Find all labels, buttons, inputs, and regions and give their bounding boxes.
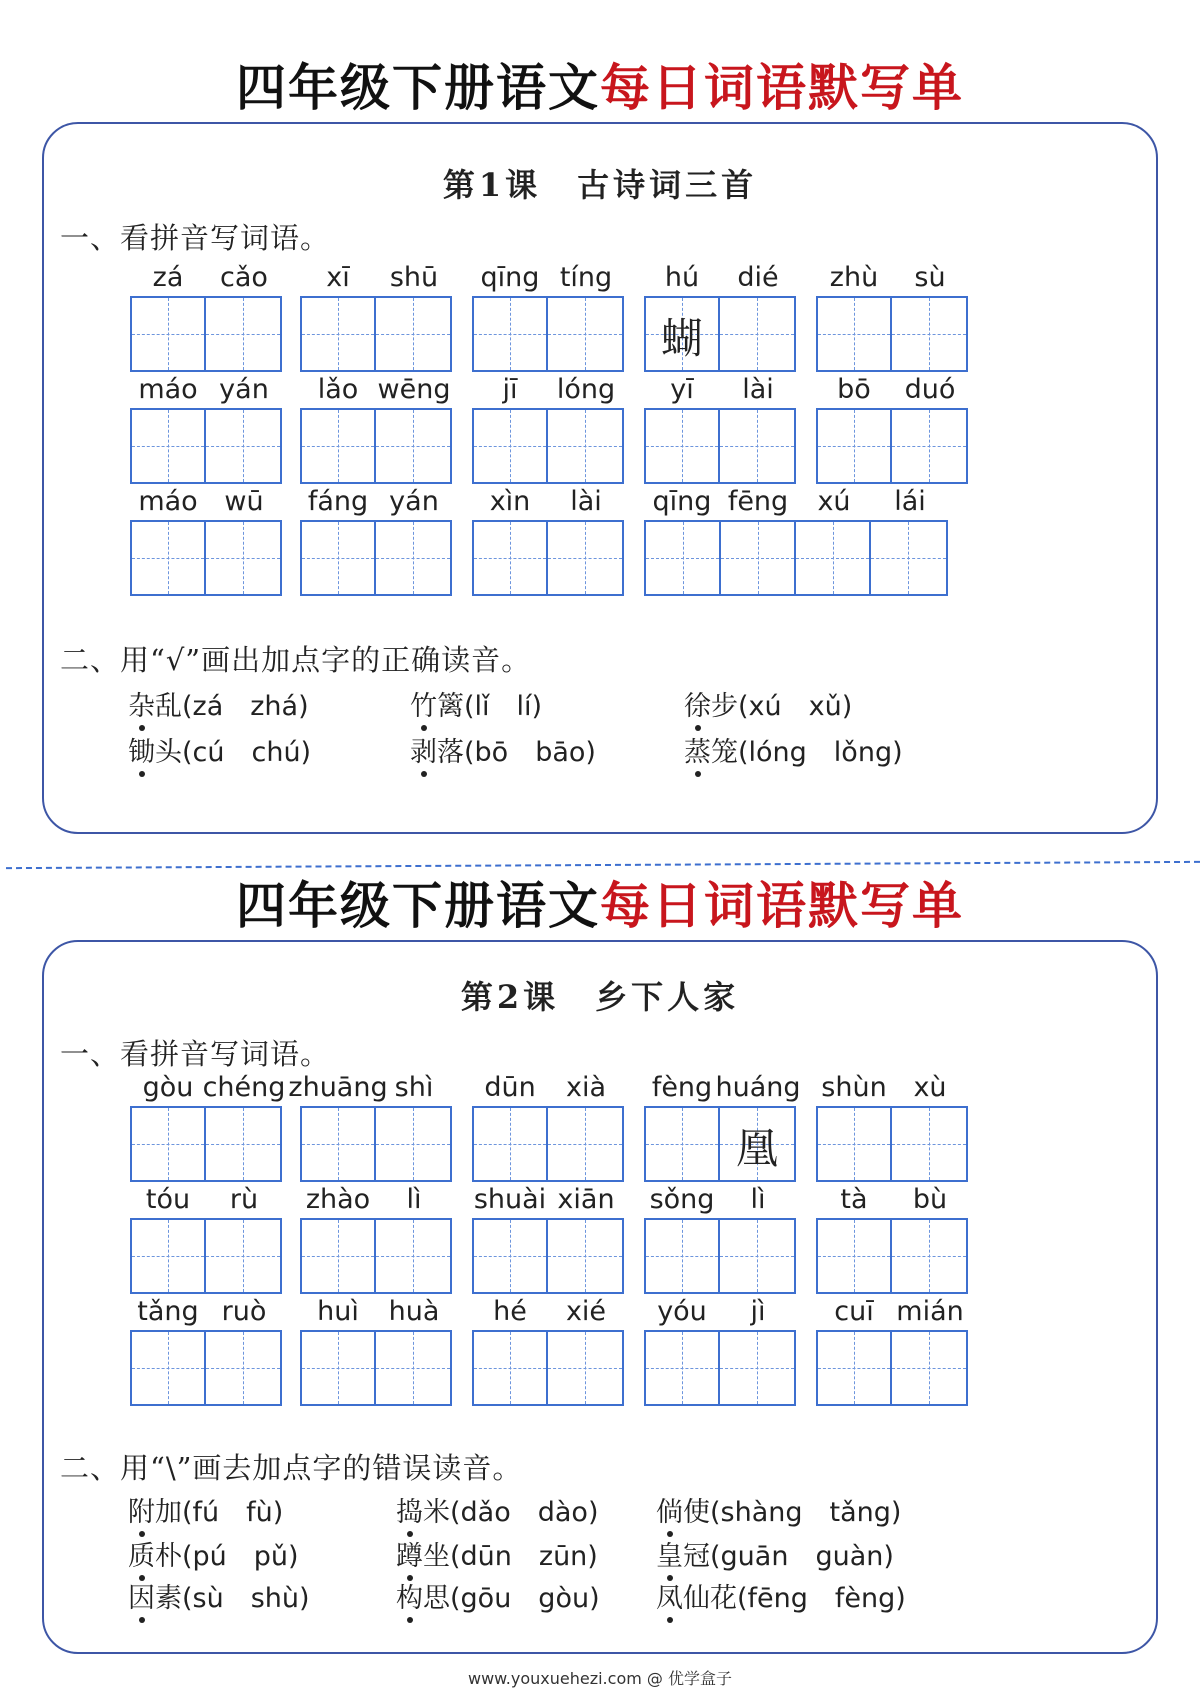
pinyin-syllable: huì — [317, 1296, 359, 1327]
pinyin-syllable: xù — [913, 1072, 947, 1103]
reading-item — [684, 730, 903, 769]
footer-credit: www.youxuehezi.com @ 优学盒子 — [468, 1669, 732, 1688]
writing-cell[interactable] — [796, 522, 871, 594]
pinyin-word — [644, 486, 948, 598]
pinyin-syllable: fèng — [651, 1072, 713, 1103]
reading-options[interactable]: (bō bāo) — [464, 737, 596, 768]
writing-grid[interactable] — [644, 1218, 796, 1294]
pinyin-label — [472, 1072, 624, 1104]
writing-cell[interactable] — [548, 1108, 622, 1180]
pinyin-word — [300, 262, 452, 374]
writing-cell[interactable] — [376, 1108, 450, 1180]
writing-grid[interactable] — [644, 296, 796, 372]
pinyin-word — [472, 486, 624, 598]
writing-cell[interactable] — [132, 410, 206, 482]
pinyin-syllable: zhào — [305, 1184, 371, 1215]
pinyin-syllable: shuài — [473, 1184, 547, 1215]
writing-cell[interactable] — [892, 298, 966, 370]
pinyin-syllable: tíng — [559, 262, 613, 293]
pinyin-syllable: yóu — [657, 1296, 707, 1327]
writing-cell[interactable] — [376, 298, 450, 370]
emphasis-dot — [667, 1617, 673, 1623]
writing-cell[interactable] — [892, 1332, 966, 1404]
writing-cell[interactable] — [548, 298, 622, 370]
pinyin-syllable: qīng — [480, 262, 540, 293]
writing-cell[interactable] — [721, 522, 796, 594]
writing-cell[interactable] — [720, 298, 794, 370]
pinyin-label — [816, 374, 968, 406]
writing-cell[interactable] — [646, 522, 721, 594]
writing-grid[interactable] — [300, 1218, 452, 1294]
pinyin-label — [472, 1184, 624, 1216]
writing-grid[interactable] — [644, 1106, 796, 1182]
pinyin-syllable: hú — [664, 262, 700, 293]
pinyin-syllable: lóng — [556, 374, 616, 405]
reading-word: 杂乱 — [128, 691, 182, 722]
reading-word: 倘使 — [656, 1497, 710, 1528]
writing-cell[interactable] — [132, 1108, 206, 1180]
emphasis-dot — [139, 1617, 145, 1623]
writing-cell[interactable] — [818, 298, 892, 370]
reading-item — [396, 1576, 600, 1615]
pinyin-label — [288, 1072, 452, 1104]
pinyin-syllable: dūn — [484, 1072, 536, 1103]
writing-cell[interactable] — [818, 1220, 892, 1292]
writing-cell[interactable] — [132, 1332, 206, 1404]
pinyin-label — [130, 1184, 282, 1216]
reading-word: 剥落 — [410, 737, 464, 768]
writing-cell[interactable] — [818, 410, 892, 482]
writing-grid[interactable] — [644, 408, 796, 484]
pinyin-label — [472, 1296, 624, 1328]
section-title-reading: 二、用“√”画出加点字的正确读音。 — [60, 643, 532, 677]
sheet1-title — [0, 58, 1200, 118]
pinyin-label — [644, 1184, 796, 1216]
writing-cell[interactable] — [206, 1220, 280, 1292]
pinyin-syllable: rù — [229, 1184, 259, 1215]
pinyin-syllable: lì — [406, 1184, 422, 1215]
pinyin-syllable: xiān — [557, 1184, 615, 1215]
reading-word: 徐步 — [684, 691, 738, 722]
writing-grid[interactable] — [300, 520, 452, 596]
pinyin-syllable: wēng — [377, 374, 451, 405]
reading-word: 因素 — [128, 1583, 182, 1614]
reading-options[interactable]: (pú pǔ) — [182, 1541, 299, 1572]
writing-grid[interactable] — [472, 296, 624, 372]
pinyin-label — [300, 1184, 452, 1216]
writing-cell[interactable] — [720, 1108, 794, 1180]
section-title-pinyin: 一、看拼音写词语。 — [60, 1037, 331, 1071]
reading-item — [128, 1490, 283, 1529]
pinyin-word — [816, 374, 968, 486]
pinyin-syllable: tóu — [145, 1184, 191, 1215]
reading-word: 锄头 — [128, 737, 182, 768]
cut-line — [6, 861, 1200, 869]
pinyin-label — [644, 1072, 801, 1104]
pinyin-syllable: ruò — [221, 1296, 267, 1327]
pinyin-syllable: cuī — [834, 1296, 874, 1327]
reading-item — [656, 1576, 906, 1615]
writing-grid[interactable] — [130, 408, 282, 484]
writing-cell[interactable] — [474, 410, 548, 482]
pinyin-syllable: máo — [138, 486, 198, 517]
reading-item — [128, 684, 309, 723]
pinyin-word — [816, 1296, 968, 1408]
writing-grid[interactable] — [472, 1218, 624, 1294]
writing-cell[interactable] — [302, 522, 376, 594]
pinyin-label — [130, 486, 282, 518]
writing-grid[interactable] — [472, 520, 624, 596]
writing-cell[interactable] — [474, 1108, 548, 1180]
pinyin-syllable: bù — [912, 1184, 948, 1215]
pinyin-word — [130, 1072, 286, 1184]
section-title-pinyin: 一、看拼音写词语。 — [60, 221, 331, 255]
writing-cell[interactable] — [720, 410, 794, 482]
pinyin-label — [644, 262, 796, 294]
reading-word: 竹篱 — [410, 691, 464, 722]
pinyin-word — [288, 1072, 452, 1184]
reading-item — [410, 684, 542, 723]
pinyin-syllable: huà — [388, 1296, 440, 1327]
pinyin-syllable: gòu — [142, 1072, 194, 1103]
writing-grid[interactable] — [300, 1330, 452, 1406]
pinyin-label — [816, 1296, 968, 1328]
reading-options[interactable]: (shàng tǎng) — [710, 1497, 902, 1528]
pinyin-syllable: xìn — [489, 486, 531, 517]
pinyin-syllable: duó — [904, 374, 956, 405]
reading-options[interactable]: (fēng fèng) — [737, 1583, 906, 1614]
pinyin-syllable: yán — [219, 374, 269, 405]
writing-cell[interactable] — [818, 1332, 892, 1404]
reading-word: 构思 — [396, 1583, 450, 1614]
writing-grid[interactable] — [644, 1330, 796, 1406]
reading-word: 蒸笼 — [684, 737, 738, 768]
reading-options[interactable]: (sù shù) — [182, 1583, 310, 1614]
reading-item — [128, 730, 311, 769]
reading-options[interactable]: (zá zhá) — [182, 691, 309, 722]
pinyin-word — [816, 262, 968, 374]
writing-cell[interactable] — [206, 298, 280, 370]
writing-cell[interactable] — [474, 298, 548, 370]
pinyin-syllable: chéng — [202, 1072, 286, 1103]
reading-item — [684, 684, 852, 723]
emphasis-dot — [695, 771, 701, 777]
pinyin-syllable: xié — [565, 1296, 607, 1327]
pinyin-syllable: mián — [896, 1296, 964, 1327]
writing-grid[interactable] — [472, 1106, 624, 1182]
writing-grid[interactable] — [816, 1218, 968, 1294]
writing-cell[interactable] — [720, 1220, 794, 1292]
reading-options[interactable]: (fú fù) — [182, 1497, 284, 1528]
writing-cell[interactable] — [376, 522, 450, 594]
writing-cell[interactable] — [302, 410, 376, 482]
pinyin-syllable: lài — [570, 486, 602, 517]
pinyin-label — [472, 486, 624, 518]
pinyin-syllable: tǎng — [137, 1296, 199, 1327]
writing-cell[interactable] — [376, 1220, 450, 1292]
writing-cell[interactable] — [376, 1332, 450, 1404]
writing-grid[interactable] — [130, 1330, 282, 1406]
pinyin-label — [816, 1184, 968, 1216]
writing-cell[interactable] — [206, 1108, 280, 1180]
emphasis-dot — [421, 771, 427, 777]
writing-cell[interactable] — [892, 1220, 966, 1292]
writing-grid[interactable] — [644, 520, 948, 596]
pinyin-syllable: sù — [914, 262, 946, 293]
reading-word: 附加 — [128, 1497, 182, 1528]
writing-grid[interactable] — [472, 408, 624, 484]
pinyin-syllable: xī — [326, 262, 350, 293]
pinyin-word — [300, 1184, 452, 1296]
writing-grid[interactable] — [130, 1106, 282, 1182]
lesson-title: 第1课 古诗词三首 — [442, 166, 758, 204]
pinyin-word — [472, 1184, 624, 1296]
pinyin-label — [472, 262, 624, 294]
writing-grid[interactable] — [130, 1218, 282, 1294]
writing-cell[interactable] — [646, 1220, 720, 1292]
reading-options[interactable]: (guān guàn) — [710, 1541, 894, 1572]
writing-cell[interactable] — [132, 298, 206, 370]
writing-cell[interactable] — [646, 1332, 720, 1404]
pinyin-word — [816, 1072, 968, 1184]
title-red: 每日词语默写单 — [600, 58, 964, 117]
pinyin-syllable: xià — [565, 1072, 607, 1103]
pinyin-label — [816, 1072, 968, 1104]
writing-grid[interactable] — [300, 408, 452, 484]
reading-item — [396, 1490, 598, 1529]
writing-grid[interactable] — [816, 1330, 968, 1406]
writing-cell[interactable] — [818, 1108, 892, 1180]
pinyin-syllable: qīng — [652, 486, 712, 517]
pinyin-syllable: shùn — [821, 1072, 887, 1103]
writing-cell[interactable] — [132, 522, 206, 594]
writing-cell[interactable] — [302, 1332, 376, 1404]
reading-item — [656, 1534, 894, 1573]
writing-cell[interactable] — [646, 1108, 720, 1180]
pinyin-word — [644, 374, 796, 486]
pinyin-syllable: tà — [840, 1184, 868, 1215]
pinyin-word — [816, 1184, 968, 1296]
pinyin-syllable: cǎo — [220, 262, 268, 293]
pinyin-word — [644, 1296, 796, 1408]
writing-cell[interactable] — [548, 522, 622, 594]
pinyin-word — [644, 262, 796, 374]
pinyin-label — [130, 1072, 286, 1104]
pinyin-label — [300, 1296, 452, 1328]
writing-grid[interactable] — [816, 408, 968, 484]
pinyin-word — [300, 486, 452, 598]
title-black: 四年级下册语文 — [236, 58, 600, 117]
writing-cell[interactable] — [646, 410, 720, 482]
pinyin-label — [644, 374, 796, 406]
writing-grid[interactable] — [816, 1106, 968, 1182]
pinyin-word — [472, 1296, 624, 1408]
pinyin-label — [300, 262, 452, 294]
sheet2-card — [42, 940, 1158, 1654]
writing-cell[interactable] — [548, 410, 622, 482]
reading-word: 捣米 — [396, 1497, 450, 1528]
pinyin-word — [300, 374, 452, 486]
writing-cell[interactable] — [892, 410, 966, 482]
pinyin-syllable: sǒng — [649, 1184, 715, 1215]
pinyin-syllable: lái — [894, 486, 926, 517]
pinyin-word — [472, 1072, 624, 1184]
pinyin-syllable: wū — [224, 486, 264, 517]
pinyin-syllable: zá — [152, 262, 184, 293]
writing-grid[interactable] — [130, 296, 282, 372]
pinyin-word — [472, 374, 624, 486]
sample-character: 蝴 — [661, 314, 704, 363]
writing-grid[interactable] — [472, 1330, 624, 1406]
reading-options[interactable]: (gōu gòu) — [450, 1583, 600, 1614]
pinyin-syllable: zhuāng — [288, 1072, 388, 1103]
pinyin-syllable: lì — [750, 1184, 766, 1215]
reading-item — [656, 1490, 901, 1529]
writing-cell[interactable] — [474, 1220, 548, 1292]
writing-cell[interactable] — [302, 298, 376, 370]
pinyin-label — [300, 486, 452, 518]
pinyin-word — [472, 262, 624, 374]
reading-options[interactable]: (lóng lǒng) — [738, 737, 903, 768]
reading-item — [396, 1534, 598, 1573]
writing-grid[interactable] — [816, 296, 968, 372]
reading-options[interactable]: (dūn zūn) — [450, 1541, 598, 1572]
section-title-reading: 二、用“\”画去加点字的错误读音。 — [60, 1451, 523, 1485]
pinyin-syllable: dié — [737, 262, 779, 293]
emphasis-dot — [139, 771, 145, 777]
reading-options[interactable]: (lǐ lí) — [464, 691, 543, 722]
writing-cell[interactable] — [206, 1332, 280, 1404]
pinyin-word — [300, 1296, 452, 1408]
writing-cell[interactable] — [132, 1220, 206, 1292]
pinyin-syllable: yī — [670, 374, 694, 405]
writing-cell[interactable] — [871, 522, 946, 594]
pinyin-syllable: zhù — [829, 262, 879, 293]
reading-options[interactable]: (cú chú) — [182, 737, 312, 768]
writing-cell[interactable] — [376, 410, 450, 482]
sheet2-title — [0, 876, 1200, 936]
writing-cell[interactable] — [548, 1220, 622, 1292]
pinyin-label — [300, 374, 452, 406]
writing-grid[interactable] — [300, 1106, 452, 1182]
writing-grid[interactable] — [130, 520, 282, 596]
pinyin-syllable: lǎo — [317, 374, 359, 405]
writing-cell[interactable] — [474, 1332, 548, 1404]
pinyin-word — [130, 1184, 282, 1296]
pinyin-syllable: huáng — [715, 1072, 801, 1103]
pinyin-word — [130, 374, 282, 486]
pinyin-syllable: jì — [750, 1296, 766, 1327]
reading-word: 蹲坐 — [396, 1541, 450, 1572]
pinyin-label — [644, 486, 948, 518]
writing-cell[interactable] — [302, 1108, 376, 1180]
writing-cell[interactable] — [206, 522, 280, 594]
pinyin-label — [130, 1296, 282, 1328]
writing-cell[interactable] — [646, 298, 720, 370]
pinyin-syllable: xú — [817, 486, 851, 517]
reading-options[interactable]: (dǎo dào) — [450, 1497, 599, 1528]
reading-word: 凤仙花 — [656, 1583, 737, 1614]
pinyin-word — [130, 486, 282, 598]
reading-item — [410, 730, 596, 769]
lesson-title: 第2课 乡下人家 — [460, 978, 740, 1016]
pinyin-syllable: lài — [742, 374, 774, 405]
pinyin-label — [130, 374, 282, 406]
reading-item — [128, 1576, 310, 1615]
pinyin-syllable: máo — [138, 374, 198, 405]
pinyin-word — [644, 1184, 796, 1296]
pinyin-syllable: jī — [502, 374, 518, 405]
title-black: 四年级下册语文 — [236, 876, 600, 935]
emphasis-dot — [407, 1617, 413, 1623]
writing-cell[interactable] — [720, 1332, 794, 1404]
title-red: 每日词语默写单 — [600, 876, 964, 935]
pinyin-word — [644, 1072, 801, 1184]
pinyin-syllable: bō — [837, 374, 871, 405]
pinyin-label — [816, 262, 968, 294]
writing-cell[interactable] — [548, 1332, 622, 1404]
reading-options[interactable]: (xú xǔ) — [738, 691, 853, 722]
sheet1-card — [42, 122, 1158, 834]
reading-word: 皇冠 — [656, 1541, 710, 1572]
pinyin-label — [130, 262, 282, 294]
writing-grid[interactable] — [300, 296, 452, 372]
pinyin-syllable: yán — [389, 486, 439, 517]
reading-item — [128, 1534, 299, 1573]
reading-word: 质朴 — [128, 1541, 182, 1572]
writing-cell[interactable] — [302, 1220, 376, 1292]
writing-cell[interactable] — [206, 410, 280, 482]
sample-character: 凰 — [736, 1124, 779, 1173]
pinyin-word — [130, 1296, 282, 1408]
pinyin-syllable: hé — [493, 1296, 527, 1327]
writing-cell[interactable] — [474, 522, 548, 594]
pinyin-label — [644, 1296, 796, 1328]
pinyin-syllable: shū — [389, 262, 439, 293]
pinyin-syllable: fáng — [307, 486, 369, 517]
pinyin-label — [472, 374, 624, 406]
writing-cell[interactable] — [892, 1108, 966, 1180]
pinyin-word — [130, 262, 282, 374]
pinyin-syllable: shì — [394, 1072, 434, 1103]
pinyin-syllable: fēng — [727, 486, 789, 517]
